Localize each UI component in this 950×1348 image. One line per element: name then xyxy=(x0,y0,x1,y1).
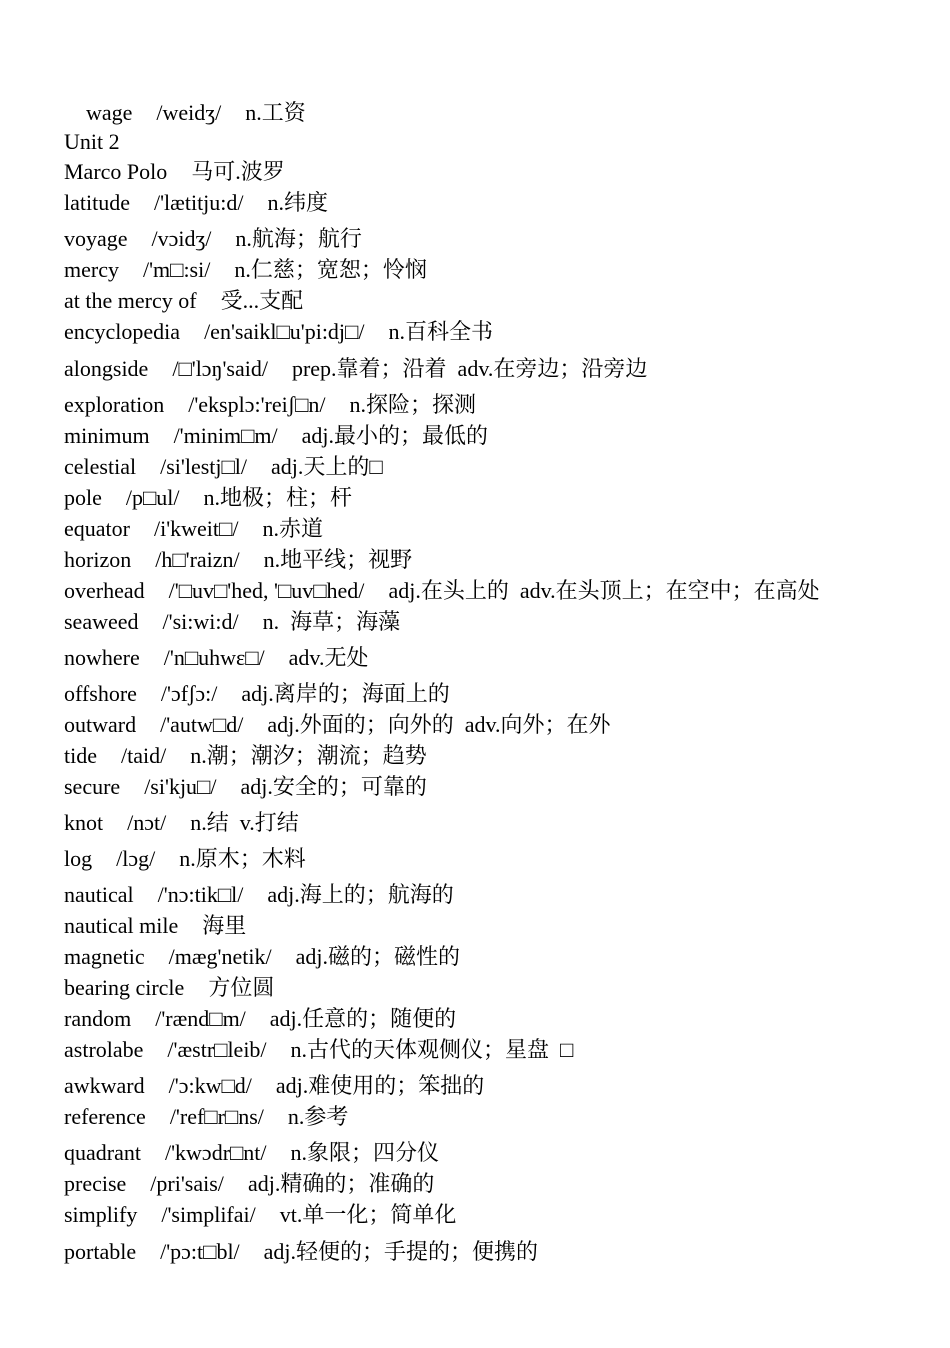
vocab-definition: adj.最小的；最低的 xyxy=(301,423,488,448)
vocab-phonetic: /'si:wi:d/ xyxy=(162,609,239,634)
vocab-phonetic: /'ɔ:kw□d/ xyxy=(168,1073,252,1098)
vocab-definition: n.古代的天体观侧仪；星盘 □ xyxy=(290,1037,574,1062)
vocab-definition: n.赤道 xyxy=(262,516,323,541)
vocab-word: pole xyxy=(64,485,102,510)
vocab-definition: adj.离岸的；海面上的 xyxy=(241,681,450,706)
vocab-entry xyxy=(64,882,454,908)
vocab-definition: n.地平线；视野 xyxy=(263,547,413,572)
vocab-word: knot xyxy=(64,810,104,835)
vocab-entry xyxy=(64,190,328,216)
vocab-word: equator xyxy=(64,516,130,541)
vocab-word: minimum xyxy=(64,423,150,448)
vocab-phonetic: /'eksplɔ:'reiʃ□n/ xyxy=(188,392,326,417)
vocab-word: offshore xyxy=(64,681,137,706)
vocab-entry xyxy=(64,392,476,418)
vocab-phonetic: /'n□uhwɛ□/ xyxy=(163,645,265,670)
vocab-definition: n.原木；木料 xyxy=(179,846,306,871)
vocab-word: portable xyxy=(64,1239,137,1264)
vocab-definition: n.地极；柱；杆 xyxy=(203,485,353,510)
vocab-phonetic: /h□'raizn/ xyxy=(155,547,240,572)
vocab-word: magnetic xyxy=(64,944,145,969)
vocab-phonetic: /'lætitju:d/ xyxy=(153,190,244,215)
vocab-phonetic: /lɔg/ xyxy=(116,846,156,871)
vocab-definition: adj.任意的；随便的 xyxy=(269,1006,457,1031)
vocab-entry xyxy=(64,681,450,707)
vocab-definition: adj.海上的；航海的 xyxy=(267,882,454,907)
vocab-entry xyxy=(64,743,427,769)
vocab-definition: n.潮；潮汐；潮流；趋势 xyxy=(190,743,427,768)
vocab-definition: adv.无处 xyxy=(288,645,369,670)
vocab-definition: n.参考 xyxy=(287,1104,349,1129)
vocab-definition: n.百科全书 xyxy=(388,319,493,344)
vocab-definition: vt.单一化；简单化 xyxy=(279,1202,457,1227)
vocab-entry xyxy=(64,609,400,635)
vocab-phonetic: /'ɔfʃɔ:/ xyxy=(160,681,218,706)
vocab-phonetic: /si'kju□/ xyxy=(144,774,217,799)
vocab-phonetic: /si'lestj□l/ xyxy=(160,454,248,479)
vocab-word: secure xyxy=(64,774,121,799)
vocab-entry xyxy=(64,547,412,573)
vocab-entry xyxy=(64,645,368,671)
vocab-definition: adj.精确的；准确的 xyxy=(247,1171,435,1196)
vocab-word: nautical xyxy=(64,882,134,907)
vocab-entry xyxy=(64,944,460,970)
vocab-entry xyxy=(64,1037,573,1063)
vocab-entry xyxy=(64,485,352,511)
vocab-entry xyxy=(64,356,647,382)
vocab-definition: 海里 xyxy=(202,913,247,938)
vocab-phonetic: /i'kweit□/ xyxy=(153,516,239,541)
vocab-word: voyage xyxy=(64,226,128,251)
vocab-entry xyxy=(64,288,303,314)
vocab-phonetic: /'ref□r□ns/ xyxy=(169,1104,264,1129)
vocab-definition: n.仁慈；宽恕；怜悯 xyxy=(234,257,427,282)
vocab-word: overhead xyxy=(64,578,145,603)
vocab-entry xyxy=(64,423,488,449)
vocab-phonetic: /vɔidʒ/ xyxy=(151,226,212,251)
vocab-word: seaweed xyxy=(64,609,139,634)
vocab-entry xyxy=(64,578,820,604)
vocab-definition: adj.难使用的；笨拙的 xyxy=(275,1073,485,1098)
vocab-entry xyxy=(64,319,493,345)
vocab-phonetic: /weidʒ/ xyxy=(156,100,222,125)
vocab-phonetic: /'kwɔdr□nt/ xyxy=(164,1140,267,1165)
vocab-entry xyxy=(64,159,285,185)
vocab-phonetic: /en'saikl□u'pi:dj□/ xyxy=(204,319,365,344)
vocab-phonetic: /p□ul/ xyxy=(125,485,180,510)
vocab-phonetic: /'m□:si/ xyxy=(142,257,211,282)
unit-heading: Unit 2 xyxy=(64,129,120,154)
vocab-word: at the mercy of xyxy=(64,288,197,313)
vocab-phonetic: /'nɔ:tik□l/ xyxy=(157,882,244,907)
vocab-definition: prep.靠着；沿着 adv.在旁边；沿旁边 xyxy=(291,356,648,381)
vocab-definition: n.结 v.打结 xyxy=(190,810,299,835)
vocab-word: mercy xyxy=(64,257,119,282)
vocab-word: reference xyxy=(64,1104,146,1129)
vocab-word: quadrant xyxy=(64,1140,141,1165)
vocab-entry xyxy=(64,1202,456,1228)
vocab-entry xyxy=(64,975,274,1001)
vocab-word: random xyxy=(64,1006,132,1031)
vocab-word: encyclopedia xyxy=(64,319,181,344)
vocab-phonetic: /'simplifai/ xyxy=(161,1202,256,1227)
vocab-word: wage xyxy=(86,100,133,125)
vocab-definition: n.纬度 xyxy=(267,190,329,215)
vocab-phonetic: /'□uv□'hed, '□uv□hed/ xyxy=(168,578,365,603)
vocab-word: tide xyxy=(64,743,97,768)
vocab-definition: adj.轻便的；手提的；便携的 xyxy=(263,1239,539,1264)
vocab-definition: 马可.波罗 xyxy=(191,159,285,184)
vocab-word: precise xyxy=(64,1171,127,1196)
vocab-word: Marco Polo xyxy=(64,159,168,184)
vocab-entry xyxy=(64,1104,348,1130)
vocab-phonetic: /'pɔ:t□bl/ xyxy=(160,1239,240,1264)
vocab-word: log xyxy=(64,846,93,871)
vocab-phonetic: /pri'sais/ xyxy=(150,1171,224,1196)
vocab-definition: adj.磁的；磁性的 xyxy=(295,944,460,969)
vocab-entry xyxy=(64,1140,439,1166)
vocab-phonetic: /taid/ xyxy=(121,743,167,768)
vocab-entry xyxy=(64,1073,484,1099)
vocab-entry xyxy=(64,810,299,836)
vocab-entry xyxy=(64,913,246,939)
vocab-definition: n.工资 xyxy=(245,100,306,125)
vocab-definition: adj.安全的；可靠的 xyxy=(240,774,427,799)
vocab-word: exploration xyxy=(64,392,165,417)
vocab-definition: 受...支配 xyxy=(220,288,304,313)
vocab-word: nowhere xyxy=(64,645,140,670)
vocab-entry xyxy=(64,1006,456,1032)
vocab-definition: n. 海草；海藻 xyxy=(262,609,401,634)
vocab-phonetic: /'minim□m/ xyxy=(173,423,278,448)
vocab-word: latitude xyxy=(64,190,130,215)
vocab-entry xyxy=(64,774,427,800)
vocab-entry xyxy=(64,1239,538,1265)
vocab-phonetic: /nɔt/ xyxy=(127,810,167,835)
vocab-definition: n.探险；探测 xyxy=(349,392,477,417)
vocab-definition: 方位圆 xyxy=(208,975,275,1000)
vocab-word: awkward xyxy=(64,1073,145,1098)
vocab-definition: n.航海；航行 xyxy=(235,226,362,251)
vocab-phonetic: /'æstr□leib/ xyxy=(167,1037,267,1062)
vocab-definition: adj.天上的□ xyxy=(271,454,383,479)
vocab-word: astrolabe xyxy=(64,1037,144,1062)
vocab-definition: adj.在头上的 adv.在头顶上；在空中；在高处 xyxy=(388,578,820,603)
vocab-entry xyxy=(64,846,306,872)
vocab-word: celestial xyxy=(64,454,137,479)
vocab-word: horizon xyxy=(64,547,132,572)
vocab-entry xyxy=(64,712,611,738)
vocab-entry xyxy=(64,1171,434,1197)
vocab-definition: adj.外面的；向外的 adv.向外；在外 xyxy=(267,712,611,737)
vocab-word: outward xyxy=(64,712,137,737)
vocab-phonetic: /□'lɔŋ'said/ xyxy=(172,356,268,381)
vocab-phonetic: /'rænd□m/ xyxy=(155,1006,246,1031)
vocab-entry xyxy=(64,454,383,480)
vocab-entry xyxy=(64,516,323,542)
vocab-definition: n.象限；四分仪 xyxy=(290,1140,440,1165)
vocab-entry xyxy=(64,226,362,252)
vocab-phonetic: /mæg'netik/ xyxy=(168,944,272,969)
vocab-word: simplify xyxy=(64,1202,138,1227)
vocab-word: bearing circle xyxy=(64,975,185,1000)
vocab-word: nautical mile xyxy=(64,913,179,938)
vocab-entry xyxy=(64,257,427,283)
vocab-word: alongside xyxy=(64,356,149,381)
vocab-phonetic: /'autw□d/ xyxy=(160,712,244,737)
